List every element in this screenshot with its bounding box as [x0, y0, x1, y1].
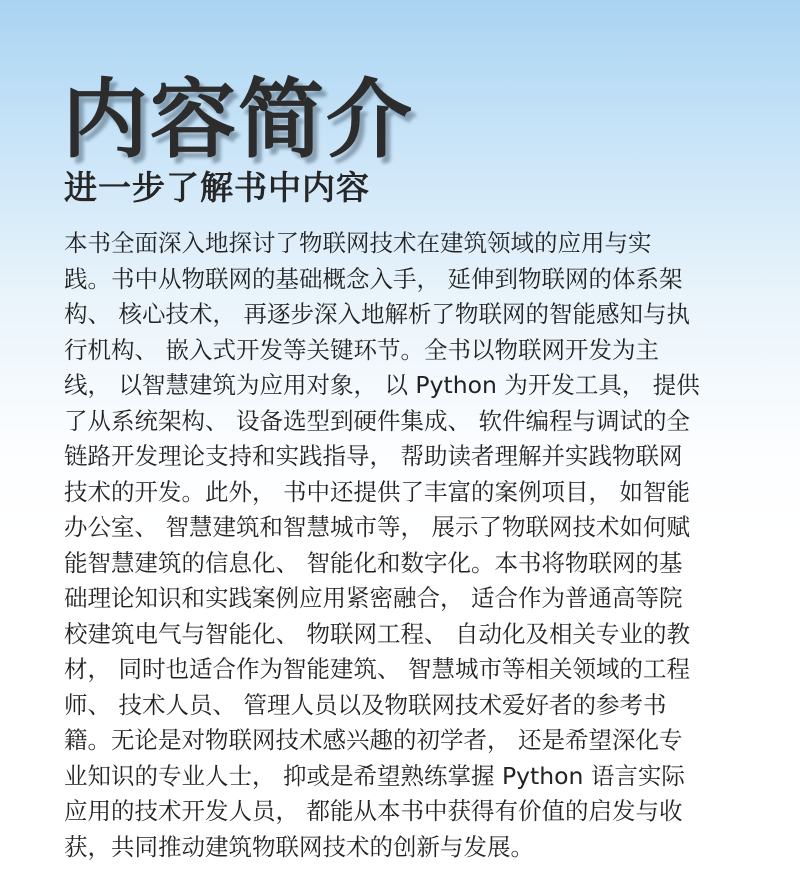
page-title: 内容简介	[62, 70, 414, 170]
paragraph-line: 获，共同推动建筑物联网技术的创新与发展。	[64, 832, 534, 861]
paragraph-line: 师、 技术人员、 管理人员以及物联网技术爱好者的参考书	[64, 690, 667, 719]
paragraph-line: 校建筑电气与智能化、 物联网工程、 自动化及相关专业的教	[64, 619, 690, 648]
paragraph-line: 籍。无论是对物联网技术感兴趣的初学者， 还是希望深化专	[64, 726, 683, 754]
paragraph-line: 本书全面深入地探讨了物联网技术在建筑领域的应用与实	[64, 229, 652, 257]
paragraph-line: 办公室、 智慧建筑和智慧城市等， 展示了物联网技术如何赋	[64, 513, 690, 541]
paragraph-line: 应用的技术开发人员， 都能从本书中获得有价值的启发与收	[64, 797, 683, 825]
page-subtitle: 进一步了解书中内容	[64, 168, 370, 207]
paragraph-line: 构、 核心技术， 再逐步深入地解析了物联网的智能感知与执	[64, 300, 690, 328]
paragraph-line: 技术的开发。此外， 书中还提供了丰富的案例项目， 如智能	[64, 477, 690, 506]
paragraph-line: 材， 同时也适合作为智能建筑、 智慧城市等相关领域的工程	[64, 655, 690, 683]
paragraph-line: 了从系统架构、 设备选型到硬件集成、 软件编程与调试的全	[64, 406, 690, 435]
paragraph-line: 践。书中从物联网的基础概念入手， 延伸到物联网的体系架	[64, 264, 683, 293]
intro-paragraph	[64, 226, 744, 865]
paragraph-line: 能智慧建筑的信息化、 智能化和数字化。本书将物联网的基	[64, 548, 683, 577]
paragraph-line: 础理论知识和实践案例应用紧密融合， 适合作为普通高等院	[64, 584, 683, 612]
paragraph-line: 业知识的专业人士， 抑或是希望熟练掌握 Python 语言实际	[64, 761, 685, 790]
paragraph-line: 行机构、 嵌入式开发等关键环节。全书以物联网开发为主	[64, 335, 659, 364]
paragraph-line: 线， 以智慧建筑为应用对象， 以 Python 为开发工具， 提供	[64, 371, 700, 399]
paragraph-line: 链路开发理论支持和实践指导， 帮助读者理解并实践物联网	[64, 442, 683, 470]
